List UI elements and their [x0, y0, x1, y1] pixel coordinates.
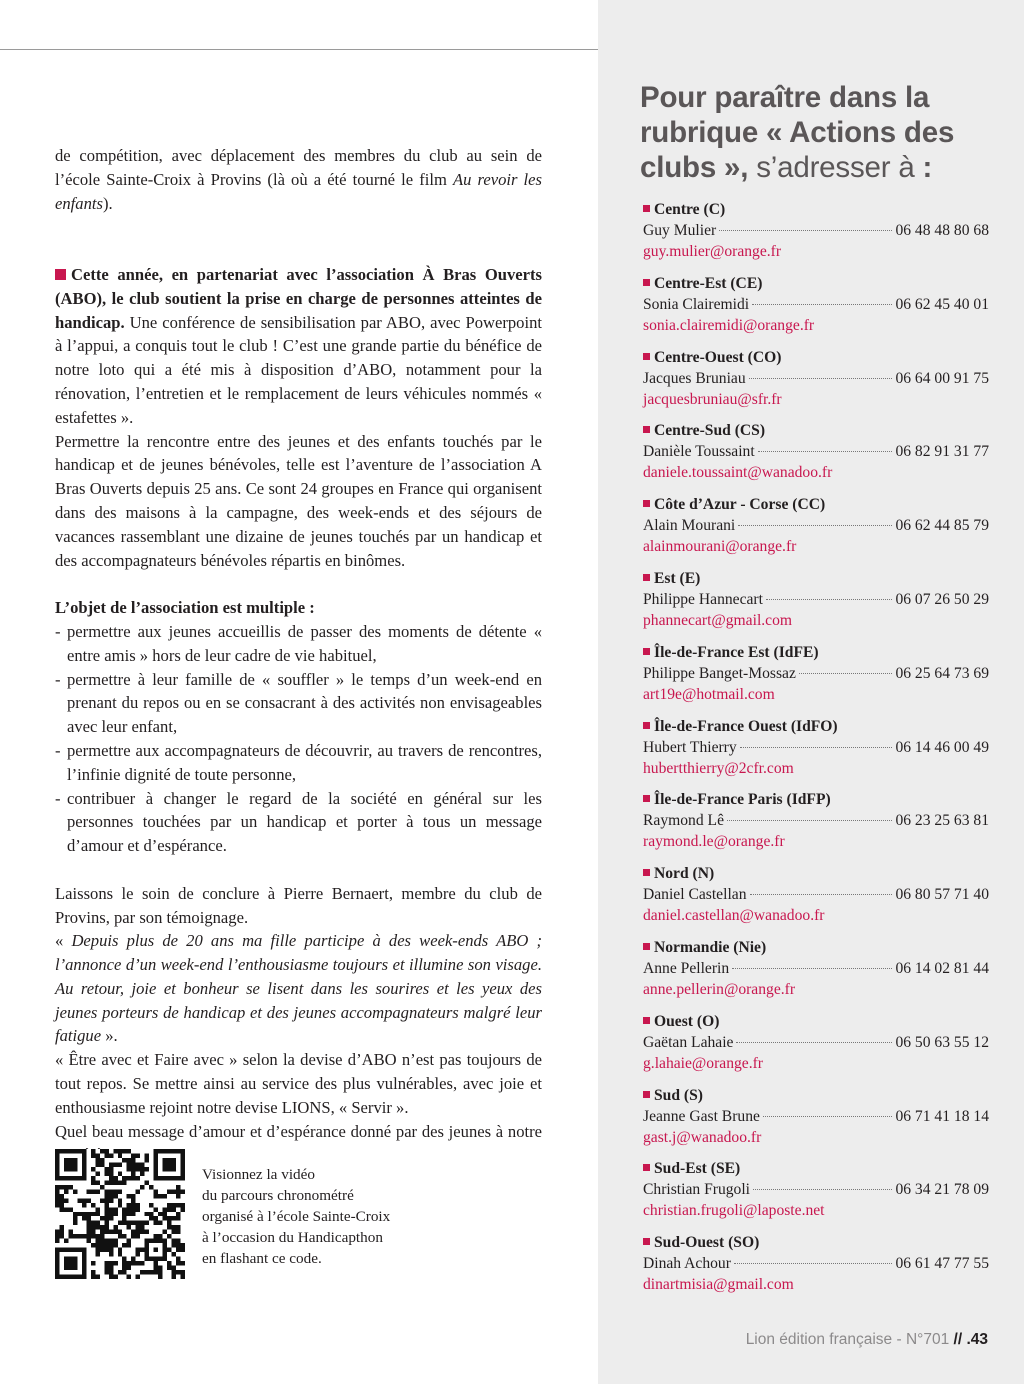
bullet-square-icon	[643, 500, 650, 507]
contact-name: Raymond Lê	[643, 812, 724, 830]
contact-phone: 06 34 21 78 09	[895, 1181, 989, 1199]
club-contact	[643, 347, 989, 421]
paragraph-2-lead: Cette année, en partenariat avec l’association À Bras Ouverts (ABO), le club soutient la prise en charge de personnes atteintes de handicap.	[55, 264, 542, 332]
paragraph-1: de compétition, avec déplacement des membres du club au sein de l’école Sainte-Croix à Provins (là où a été tourné le film Au revoir les enfants).	[55, 146, 542, 213]
club-name: Centre (C)	[654, 201, 726, 218]
bullet-square-icon	[643, 795, 650, 802]
dot-leader	[766, 599, 892, 600]
contact-name: Gaëtan Lahaie	[643, 1033, 734, 1051]
paragraph-6: Quel beau message d’amour et d’espérance donné par des jeunes à notre	[55, 1120, 542, 1168]
contact-phone: 06 62 44 85 79	[895, 517, 989, 535]
contact-phone: 06 07 26 50 29	[895, 590, 989, 608]
dot-leader	[752, 304, 892, 305]
dot-leader	[758, 451, 893, 452]
bullet-square-icon	[643, 1164, 650, 1171]
qr-code-icon[interactable]	[55, 1149, 185, 1279]
club-name: Île-de-France Est (IdFE)	[654, 643, 819, 661]
club-name: Nord (N)	[654, 865, 715, 883]
club-contact	[643, 1011, 989, 1085]
contact-email[interactable]: jacquesbruniau@sfr.fr	[643, 390, 782, 408]
contact-email[interactable]: alainmourani@orange.fr	[643, 538, 797, 556]
club-name: Sud-Ouest (SO)	[654, 1234, 760, 1252]
dot-leader	[736, 1042, 892, 1043]
contacts-sidebar	[598, 0, 1024, 1384]
list-item: - permettre aux jeunes accueillis de passer des moments de détente « entre amis » hors de leur cadre de vie habituel,	[55, 620, 542, 668]
film-title: Au revoir les enfants	[55, 169, 542, 213]
contact-email[interactable]: raymond.le@orange.fr	[643, 833, 785, 851]
club-contact	[643, 1232, 989, 1306]
contact-phone: 06 71 41 18 14	[895, 1107, 989, 1125]
top-rule	[0, 49, 598, 50]
contact-name: Danièle Toussaint	[643, 443, 755, 461]
bullet-square-icon	[643, 353, 650, 360]
club-name: Normandie (Nie)	[654, 938, 767, 956]
contact-name: Christian Frugoli	[643, 1181, 750, 1199]
contact-phone: 06 64 00 91 75	[895, 369, 989, 387]
contact-email[interactable]: dinartmisia@gmail.com	[643, 1276, 794, 1294]
dot-leader	[732, 968, 892, 969]
dot-leader	[734, 1263, 893, 1264]
club-contact	[643, 420, 989, 494]
list-item: - permettre à leur famille de « souffler » le temps d’un week-end en prenant du repos ou en se consacrant à des activités non envisageables avec leur enfant,	[55, 668, 542, 739]
bullet-square-icon	[55, 269, 66, 280]
club-contact	[643, 273, 989, 347]
bullet-square-icon	[643, 943, 650, 950]
paragraph-5: « Être avec et Faire avec » selon la devise d’ABO n’est pas toujours de tout repos. Se mettre ainsi au service des plus vulnérables, avec joie et enthousiasme rejoint notre devise LIONS, « Servir ».	[55, 1050, 542, 1117]
contact-phone: 06 14 46 00 49	[895, 738, 989, 756]
bullet-square-icon	[643, 1091, 650, 1098]
bullet-square-icon	[643, 574, 650, 581]
club-contact	[643, 1158, 989, 1232]
bullet-square-icon	[643, 722, 650, 729]
objectives-list	[55, 620, 542, 858]
bullet-square-icon	[643, 205, 650, 212]
contact-email[interactable]: guy.mulier@orange.fr	[643, 243, 782, 260]
contact-name: Guy Mulier	[643, 222, 717, 239]
contact-name: Dinah Achour	[643, 1255, 731, 1273]
contact-email[interactable]: sonia.clairemidi@orange.fr	[643, 316, 815, 334]
contact-phone: 06 23 25 63 81	[895, 812, 989, 830]
contact-phone: 06 61 47 77 55	[895, 1255, 989, 1273]
contact-phone: 06 25 64 73 69	[895, 664, 989, 682]
contact-email[interactable]: art19e@hotmail.com	[643, 685, 775, 703]
club-name: Centre-Sud (CS)	[654, 422, 766, 440]
club-contact	[643, 199, 989, 273]
club-name: Sud (S)	[654, 1086, 703, 1104]
club-contact	[643, 494, 989, 568]
clubs-list	[643, 199, 989, 1306]
club-contact	[643, 863, 989, 937]
bullet-square-icon	[643, 1017, 650, 1024]
contact-email[interactable]: anne.pellerin@orange.fr	[643, 980, 796, 998]
club-name: Est (E)	[654, 569, 701, 587]
club-contact	[643, 1085, 989, 1159]
contact-email[interactable]: daniele.toussaint@wanadoo.fr	[643, 464, 833, 482]
club-name: Centre-Est (CE)	[654, 274, 763, 292]
qr-caption: Visionnez la vidéo du parcours chronométré organisé à l’école Sainte-Croix à l’occasion du Handicapthon en flashant ce code.	[202, 1166, 391, 1267]
contact-email[interactable]: christian.frugoli@laposte.net	[643, 1202, 825, 1220]
club-contact	[643, 642, 989, 716]
dot-leader	[738, 525, 892, 526]
contact-name: Sonia Clairemidi	[643, 295, 750, 313]
club-contact	[643, 937, 989, 1011]
paragraph-2: Cette année, en partenariat avec l’association À Bras Ouverts (ABO), le club soutient la prise en charge de personnes atteintes de handicap. Une conférence de sensibilisation par ABO, avec Powerpoint à l’appui, a conquis tout le club ! C’est une grande partie du bénéfice de notre loto qui a été mis à disposition d’ABO, notamment pour la rénovation, l’entretien et le remplacement de leurs véhicules nommés « estafettes ».	[55, 264, 542, 427]
contact-email[interactable]: g.lahaie@orange.fr	[643, 1054, 763, 1072]
club-name: Île-de-France Ouest (IdFO)	[654, 717, 838, 735]
contact-name: Anne Pellerin	[643, 959, 730, 977]
testimony-quote: « Depuis plus de 20 ans ma fille participe à des week-ends ABO ; l’annonce d’un week-end l’enthousiasme toujours et illumine son visage. Au retour, joie et bonheur se lisent dans les sourires et les yeux des jeunes porteurs de handicap et des jeunes accompagnateurs malgré leur fatigue ».	[55, 931, 542, 1046]
club-name: Côte d’Azur - Corse (CC)	[654, 496, 826, 514]
list-heading: L’objet de l’association est multiple :	[55, 598, 315, 618]
page-number: .43	[962, 1331, 988, 1348]
article-body	[55, 144, 542, 1167]
club-name: Île-de-France Paris (IdFP)	[654, 791, 831, 809]
list-item: - permettre aux accompagnateurs de découvrir, au travers de rencontres, l’infinie dignité de toute personne,	[55, 739, 542, 787]
contact-name: Hubert Thierry	[643, 738, 737, 756]
dot-leader	[749, 378, 893, 379]
club-name: Sud-Est (SE)	[654, 1160, 741, 1178]
contact-phone: 06 14 02 81 44	[895, 959, 989, 977]
contact-email[interactable]: daniel.castellan@wanadoo.fr	[643, 907, 825, 925]
bullet-square-icon	[643, 1238, 650, 1245]
club-contact	[643, 716, 989, 790]
contact-email[interactable]: gast.j@wanadoo.fr	[643, 1128, 762, 1146]
dot-leader	[799, 673, 893, 674]
contact-phone: 06 82 91 31 77	[895, 443, 989, 461]
contact-email[interactable]: phannecart@gmail.com	[643, 611, 793, 629]
page-footer: Lion édition française - N°701 // .43	[745, 1331, 988, 1348]
sidebar-title: Pour paraître dans la rubrique « Actions des clubs », s’adresser à :	[640, 81, 955, 184]
contact-phone: 06 62 45 40 01	[895, 295, 989, 313]
club-contact	[643, 789, 989, 863]
bullet-square-icon	[643, 869, 650, 876]
dot-leader	[727, 820, 892, 821]
bullet-square-icon	[643, 426, 650, 433]
contact-name: Philippe Banget-Mossaz	[643, 664, 796, 682]
contact-phone: 06 80 57 71 40	[895, 886, 989, 904]
dot-leader	[740, 747, 893, 748]
dot-leader	[753, 1189, 892, 1190]
paragraph-4: Laissons le soin de conclure à Pierre Bernaert, membre du club de Provins, par son témoignage.	[55, 883, 542, 927]
contact-name: Jeanne Gast Brune	[643, 1107, 760, 1125]
list-item: - contribuer à changer le regard de la société en général sur les personnes touchées par un handicap et porter à tous un message d’amour et d’espérance.	[55, 787, 542, 858]
dot-leader	[750, 894, 893, 895]
contact-name: Philippe Hannecart	[643, 590, 763, 608]
qr-code-graphic	[55, 1149, 185, 1279]
contact-phone: 06 48 48 80 68	[895, 222, 989, 239]
bullet-square-icon	[643, 648, 650, 655]
contact-phone: 06 50 63 55 12	[895, 1033, 989, 1051]
dot-leader	[763, 1116, 893, 1117]
club-contact	[643, 568, 989, 642]
contact-name: Jacques Bruniau	[643, 369, 746, 387]
contact-email[interactable]: hubertthierry@2cfr.com	[643, 759, 794, 777]
dot-leader	[719, 230, 892, 231]
contact-name: Alain Mourani	[643, 517, 736, 535]
club-name: Ouest (O)	[654, 1012, 720, 1030]
club-name: Centre-Ouest (CO)	[654, 348, 782, 366]
bullet-square-icon	[643, 279, 650, 286]
paragraph-3: Permettre la rencontre entre des jeunes et des enfants touchés par le handicap et de jeunes bénévoles, telle est l’aventure de l’association A Bras Ouverts depuis 25 ans. Ce sont 24 groupes en France qui organisent dans des maisons à la campagne, des week-ends et des séjours de vacances rassemblant une dizaine de jeunes touchés par un handicap et des accompagnateurs bénévoles répartis en binômes.	[55, 431, 542, 570]
contact-name: Daniel Castellan	[643, 886, 747, 904]
